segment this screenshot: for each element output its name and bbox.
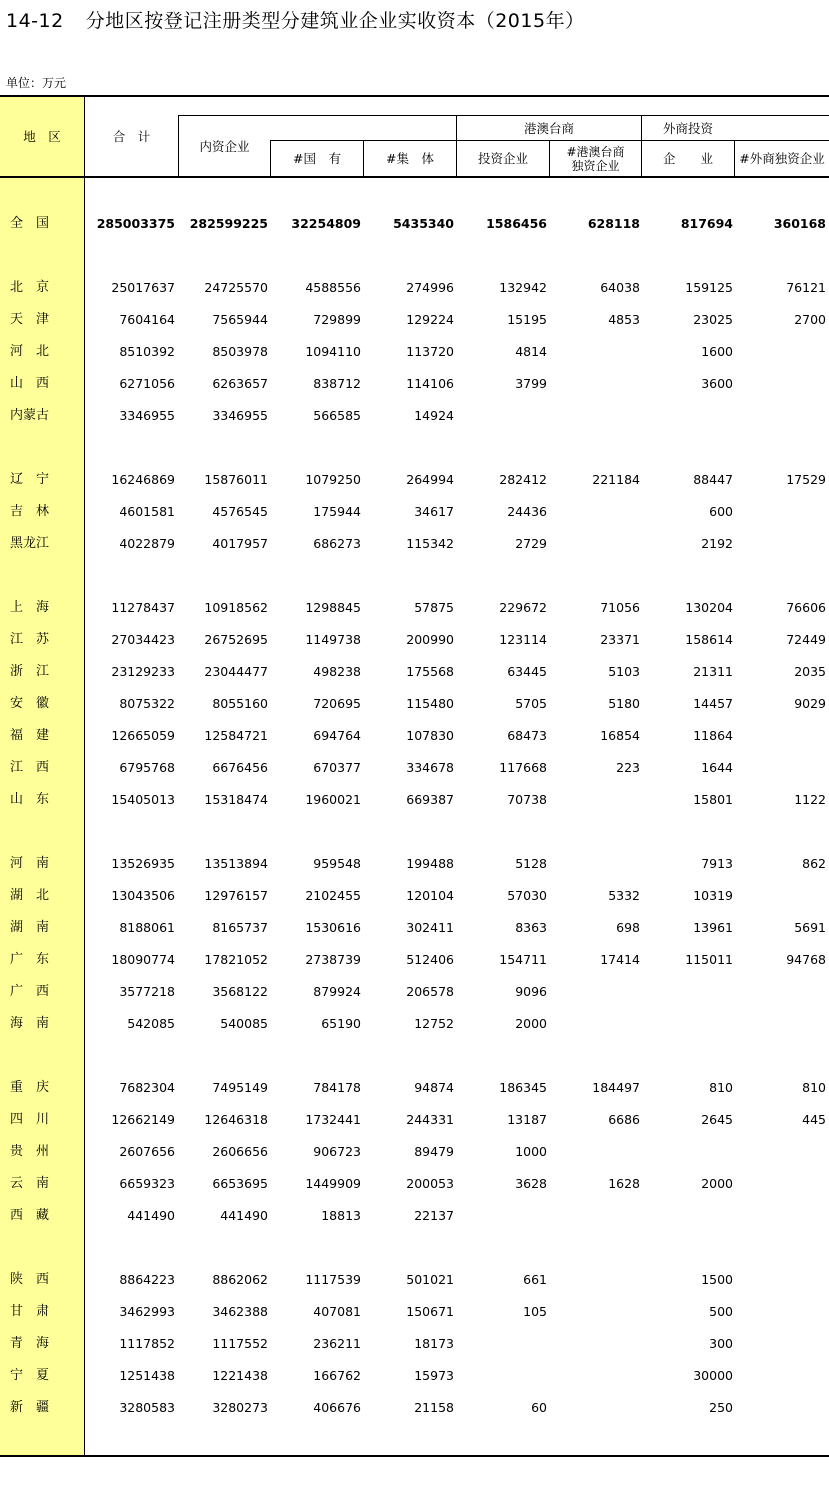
region-cell: 内蒙古 [10, 408, 50, 423]
value-cell: 698 [616, 920, 640, 935]
value-cell: 810 [709, 1080, 733, 1095]
value-cell: 670377 [313, 760, 361, 775]
region-cell: 黑龙江 [10, 536, 50, 551]
table-row [0, 310, 829, 330]
value-cell: 274996 [406, 280, 454, 295]
value-cell: 7913 [701, 856, 733, 871]
value-cell: 1530616 [305, 920, 361, 935]
value-cell: 302411 [406, 920, 454, 935]
value-cell: 113720 [406, 344, 454, 359]
value-cell: 2738739 [305, 952, 361, 967]
table-row [0, 1302, 829, 1322]
region-cell: 吉 林 [10, 504, 50, 519]
value-cell: 1732441 [305, 1112, 361, 1127]
value-cell: 3799 [515, 376, 547, 391]
table-row [0, 374, 829, 394]
value-cell: 8503978 [212, 344, 268, 359]
value-cell: 12976157 [204, 888, 268, 903]
value-cell: 600 [709, 504, 733, 519]
value-cell: 200990 [406, 632, 454, 647]
value-cell: 115011 [685, 952, 733, 967]
value-cell: 407081 [313, 1304, 361, 1319]
value-cell: 18173 [414, 1336, 454, 1351]
value-cell: 6659323 [119, 1176, 175, 1191]
value-cell: 186345 [499, 1080, 547, 1095]
value-cell: 441490 [220, 1208, 268, 1223]
region-cell: 辽 宁 [10, 472, 50, 487]
value-cell: 1221438 [212, 1368, 268, 1383]
region-cell: 云 南 [10, 1176, 50, 1191]
region-cell: 西 藏 [10, 1208, 50, 1223]
value-cell: 720695 [313, 696, 361, 711]
value-cell: 1000 [515, 1144, 547, 1159]
region-cell: 河 南 [10, 856, 50, 871]
value-cell: 114106 [406, 376, 454, 391]
value-cell: 6795768 [119, 760, 175, 775]
table-row [0, 598, 829, 618]
value-cell: 11278437 [111, 600, 175, 615]
value-cell: 501021 [406, 1272, 454, 1287]
value-cell: 1586456 [486, 216, 547, 231]
region-cell: 宁 夏 [10, 1368, 50, 1383]
value-cell: 107830 [406, 728, 454, 743]
value-cell: 566585 [313, 408, 361, 423]
value-cell: 1298845 [305, 600, 361, 615]
table-title [6, 6, 585, 33]
value-cell: 4601581 [119, 504, 175, 519]
value-cell: 1500 [701, 1272, 733, 1287]
value-cell: 24725570 [204, 280, 268, 295]
value-cell: 166762 [313, 1368, 361, 1383]
value-cell: 70738 [507, 792, 547, 807]
header-hkmt-sole [550, 141, 641, 176]
value-cell: 441490 [127, 1208, 175, 1223]
table-title-text: 分地区按登记注册类型分建筑业企业实收资本（2015年） [85, 10, 585, 32]
value-cell: 8055160 [212, 696, 268, 711]
table-row [0, 406, 829, 426]
value-cell: 13187 [507, 1112, 547, 1127]
value-cell: 13043506 [111, 888, 175, 903]
table-row [0, 1110, 829, 1130]
value-cell: 1628 [608, 1176, 640, 1191]
value-cell: 2645 [701, 1112, 733, 1127]
value-cell: 24436 [507, 504, 547, 519]
value-cell: 300 [709, 1336, 733, 1351]
region-cell: 河 北 [10, 344, 50, 359]
header-hkmt-sole-line2: 独资企业 [571, 158, 620, 173]
region-cell: 福 建 [10, 728, 50, 743]
value-cell: 27034423 [111, 632, 175, 647]
value-cell: 3346955 [119, 408, 175, 423]
value-cell: 23025 [693, 312, 733, 327]
region-cell: 海 南 [10, 1016, 50, 1031]
value-cell: 229672 [499, 600, 547, 615]
value-cell: 150671 [406, 1304, 454, 1319]
header-foreign-group: 外商投资 [662, 120, 713, 136]
value-cell: 8165737 [212, 920, 268, 935]
value-cell: 5691 [794, 920, 826, 935]
value-cell: 7495149 [212, 1080, 268, 1095]
value-cell: 628118 [587, 216, 640, 231]
table-bottom-rule [0, 1455, 829, 1457]
value-cell: 15195 [507, 312, 547, 327]
region-cell: 天 津 [10, 312, 50, 327]
value-cell: 959548 [313, 856, 361, 871]
value-cell: 21158 [414, 1400, 454, 1415]
value-cell: 76606 [786, 600, 826, 615]
region-cell: 重 庆 [10, 1080, 50, 1095]
value-cell: 3280273 [212, 1400, 268, 1415]
value-cell: 23371 [600, 632, 640, 647]
value-cell: 15318474 [204, 792, 268, 807]
value-cell: 15973 [414, 1368, 454, 1383]
value-cell: 729899 [313, 312, 361, 327]
value-cell: 123114 [499, 632, 547, 647]
value-cell: 159125 [685, 280, 733, 295]
unit-label: 单位：万元 [6, 76, 67, 90]
value-cell: 5180 [608, 696, 640, 711]
value-cell: 68473 [507, 728, 547, 743]
value-cell: 817694 [680, 216, 733, 231]
value-cell: 334678 [406, 760, 454, 775]
value-cell: 5435340 [393, 216, 454, 231]
value-cell: 89479 [414, 1144, 454, 1159]
value-cell: 236211 [313, 1336, 361, 1351]
region-cell: 安 徽 [10, 696, 50, 711]
table-row [0, 1398, 829, 1418]
value-cell: 13961 [693, 920, 733, 935]
value-cell: 1251438 [119, 1368, 175, 1383]
header-foreign-invest: 企 业 [662, 151, 713, 166]
value-cell: 17821052 [204, 952, 268, 967]
value-cell: 94768 [786, 952, 826, 967]
table-row [0, 886, 829, 906]
value-cell: 498238 [313, 664, 361, 679]
region-cell: 江 西 [10, 760, 50, 775]
header-foreign-sole: #外商独资企业 [739, 151, 825, 166]
value-cell: 12662149 [111, 1112, 175, 1127]
value-cell: 32254809 [291, 216, 361, 231]
value-cell: 15801 [693, 792, 733, 807]
value-cell: 26752695 [204, 632, 268, 647]
value-cell: 2607656 [119, 1144, 175, 1159]
value-cell: 14457 [693, 696, 733, 711]
value-cell: 3280583 [119, 1400, 175, 1415]
table-row [0, 1206, 829, 1226]
value-cell: 1449909 [305, 1176, 361, 1191]
value-cell: 175568 [406, 664, 454, 679]
value-cell: 16246869 [111, 472, 175, 487]
table-row [0, 214, 829, 234]
value-cell: 5128 [515, 856, 547, 871]
value-cell: 9096 [515, 984, 547, 999]
value-cell: 12665059 [111, 728, 175, 743]
value-cell: 94874 [414, 1080, 454, 1095]
header-region: 地 区 [23, 129, 61, 144]
value-cell: 12646318 [204, 1112, 268, 1127]
value-cell: 6686 [608, 1112, 640, 1127]
value-cell: 199488 [406, 856, 454, 871]
header-hkmt-group: 港澳台商 [523, 120, 574, 136]
region-cell: 甘 肃 [10, 1304, 50, 1319]
value-cell: 88447 [693, 472, 733, 487]
value-cell: 8510392 [119, 344, 175, 359]
value-cell: 784178 [313, 1080, 361, 1095]
value-cell: 3346955 [212, 408, 268, 423]
value-cell: 244331 [406, 1112, 454, 1127]
value-cell: 76121 [786, 280, 826, 295]
value-cell: 5705 [515, 696, 547, 711]
table-row [0, 854, 829, 874]
value-cell: 6263657 [212, 376, 268, 391]
value-cell: 8363 [515, 920, 547, 935]
value-cell: 3568122 [212, 984, 268, 999]
value-cell: 1117552 [212, 1336, 268, 1351]
region-cell: 青 海 [10, 1336, 50, 1351]
value-cell: 1644 [701, 760, 733, 775]
value-cell: 360168 [773, 216, 826, 231]
table-number: 14-12 [6, 10, 64, 32]
value-cell: 1117852 [119, 1336, 175, 1351]
region-cell: 贵 州 [10, 1144, 50, 1159]
value-cell: 5332 [608, 888, 640, 903]
value-cell: 130204 [685, 600, 733, 615]
header-bottom-rule [0, 176, 829, 178]
value-cell: 23129233 [111, 664, 175, 679]
value-cell: 200053 [406, 1176, 454, 1191]
value-cell: 906723 [313, 1144, 361, 1159]
table-row [0, 790, 829, 810]
value-cell: 5103 [608, 664, 640, 679]
value-cell: 1122 [794, 792, 826, 807]
value-cell: 669387 [406, 792, 454, 807]
value-cell: 285003375 [96, 216, 175, 231]
value-cell: 264994 [406, 472, 454, 487]
table-row [0, 950, 829, 970]
table-row [0, 758, 829, 778]
header-total: 合 计 [112, 129, 151, 144]
value-cell: 132942 [499, 280, 547, 295]
value-cell: 4853 [608, 312, 640, 327]
value-cell: 57875 [414, 600, 454, 615]
region-cell: 全 国 [10, 216, 50, 231]
value-cell: 4022879 [119, 536, 175, 551]
value-cell: 13526935 [111, 856, 175, 871]
value-cell: 7682304 [119, 1080, 175, 1095]
table-row [0, 342, 829, 362]
value-cell: 13513894 [204, 856, 268, 871]
table-row [0, 662, 829, 682]
value-cell: 250 [709, 1400, 733, 1415]
region-cell: 上 海 [10, 600, 50, 615]
value-cell: 63445 [507, 664, 547, 679]
value-cell: 2000 [701, 1176, 733, 1191]
value-cell: 64038 [600, 280, 640, 295]
value-cell: 11864 [693, 728, 733, 743]
value-cell: 3462388 [212, 1304, 268, 1319]
value-cell: 184497 [592, 1080, 640, 1095]
value-cell: 17529 [786, 472, 826, 487]
value-cell: 810 [802, 1080, 826, 1095]
value-cell: 18813 [321, 1208, 361, 1223]
value-cell: 1079250 [305, 472, 361, 487]
value-cell: 445 [802, 1112, 826, 1127]
value-cell: 115480 [406, 696, 454, 711]
value-cell: 3600 [701, 376, 733, 391]
value-cell: 12584721 [204, 728, 268, 743]
value-cell: 10918562 [204, 600, 268, 615]
value-cell: 71056 [600, 600, 640, 615]
region-cell: 四 川 [10, 1112, 50, 1127]
value-cell: 282412 [499, 472, 547, 487]
value-cell: 158614 [685, 632, 733, 647]
value-cell: 23044477 [204, 664, 268, 679]
region-cell: 山 西 [10, 376, 50, 391]
value-cell: 72449 [786, 632, 826, 647]
table-row [0, 982, 829, 1002]
region-cell: 广 东 [10, 952, 50, 967]
value-cell: 30000 [693, 1368, 733, 1383]
region-cell: 陕 西 [10, 1272, 50, 1287]
value-cell: 1094110 [305, 344, 361, 359]
value-cell: 1960021 [305, 792, 361, 807]
value-cell: 879924 [313, 984, 361, 999]
value-cell: 540085 [220, 1016, 268, 1031]
value-cell: 3577218 [119, 984, 175, 999]
region-cell: 新 疆 [10, 1400, 50, 1415]
value-cell: 2729 [515, 536, 547, 551]
header-collective: #集 体 [386, 151, 434, 166]
value-cell: 34617 [414, 504, 454, 519]
region-cell: 山 东 [10, 792, 50, 807]
value-cell: 22137 [414, 1208, 454, 1223]
value-cell: 9029 [794, 696, 826, 711]
value-cell: 16854 [600, 728, 640, 743]
table-row [0, 1014, 829, 1034]
value-cell: 175944 [313, 504, 361, 519]
value-cell: 406676 [313, 1400, 361, 1415]
value-cell: 65190 [321, 1016, 361, 1031]
value-cell: 2700 [794, 312, 826, 327]
value-cell: 14924 [414, 408, 454, 423]
value-cell: 6676456 [212, 760, 268, 775]
value-cell: 60 [531, 1400, 547, 1415]
value-cell: 1149738 [305, 632, 361, 647]
value-cell: 4017957 [212, 536, 268, 551]
value-cell: 2035 [794, 664, 826, 679]
value-cell: 2192 [701, 536, 733, 551]
value-cell: 7604164 [119, 312, 175, 327]
value-cell: 8188061 [119, 920, 175, 935]
table-row [0, 502, 829, 522]
region-cell: 广 西 [10, 984, 50, 999]
value-cell: 2000 [515, 1016, 547, 1031]
value-cell: 129224 [406, 312, 454, 327]
value-cell: 21311 [693, 664, 733, 679]
header-state-owned: #国 有 [293, 151, 341, 166]
table-row [0, 278, 829, 298]
value-cell: 1117539 [305, 1272, 361, 1287]
value-cell: 6271056 [119, 376, 175, 391]
value-cell: 3628 [515, 1176, 547, 1191]
table-row [0, 1174, 829, 1194]
table-row [0, 1142, 829, 1162]
value-cell: 10319 [693, 888, 733, 903]
table-row [0, 694, 829, 714]
value-cell: 838712 [313, 376, 361, 391]
value-cell: 25017637 [111, 280, 175, 295]
table-row [0, 726, 829, 746]
table-row [0, 1334, 829, 1354]
header-hkmt-sole-line1: #港澳台商 [566, 144, 625, 159]
value-cell: 8862062 [212, 1272, 268, 1287]
value-cell: 12752 [414, 1016, 454, 1031]
table-row [0, 534, 829, 554]
table-row [0, 470, 829, 490]
value-cell: 862 [802, 856, 826, 871]
header-domestic: 内资企业 [199, 138, 250, 154]
value-cell: 17414 [600, 952, 640, 967]
value-cell: 694764 [313, 728, 361, 743]
value-cell: 154711 [499, 952, 547, 967]
value-cell: 105 [523, 1304, 547, 1319]
table-row [0, 1270, 829, 1290]
value-cell: 4576545 [212, 504, 268, 519]
value-cell: 120104 [406, 888, 454, 903]
value-cell: 15876011 [204, 472, 268, 487]
value-cell: 223 [616, 760, 640, 775]
value-cell: 4588556 [305, 280, 361, 295]
value-cell: 282599225 [189, 216, 268, 231]
value-cell: 117668 [499, 760, 547, 775]
table-row [0, 918, 829, 938]
value-cell: 7565944 [212, 312, 268, 327]
region-cell: 北 京 [10, 280, 50, 295]
value-cell: 6653695 [212, 1176, 268, 1191]
header-hkmt-invest: 投资企业 [477, 151, 528, 166]
value-cell: 661 [523, 1272, 547, 1287]
value-cell: 8075322 [119, 696, 175, 711]
region-cell: 浙 江 [10, 664, 50, 679]
value-cell: 8864223 [119, 1272, 175, 1287]
region-cell: 江 苏 [10, 632, 50, 647]
value-cell: 15405013 [111, 792, 175, 807]
table-row [0, 630, 829, 650]
value-cell: 115342 [406, 536, 454, 551]
value-cell: 221184 [592, 472, 640, 487]
value-cell: 500 [709, 1304, 733, 1319]
value-cell: 57030 [507, 888, 547, 903]
value-cell: 206578 [406, 984, 454, 999]
region-cell: 湖 北 [10, 888, 50, 903]
value-cell: 686273 [313, 536, 361, 551]
value-cell: 4814 [515, 344, 547, 359]
value-cell: 2102455 [305, 888, 361, 903]
value-cell: 3462993 [119, 1304, 175, 1319]
value-cell: 512406 [406, 952, 454, 967]
value-cell: 542085 [127, 1016, 175, 1031]
value-cell: 1600 [701, 344, 733, 359]
table-row [0, 1078, 829, 1098]
region-cell: 湖 南 [10, 920, 50, 935]
value-cell: 2606656 [212, 1144, 268, 1159]
value-cell: 18090774 [111, 952, 175, 967]
table-row [0, 1366, 829, 1386]
